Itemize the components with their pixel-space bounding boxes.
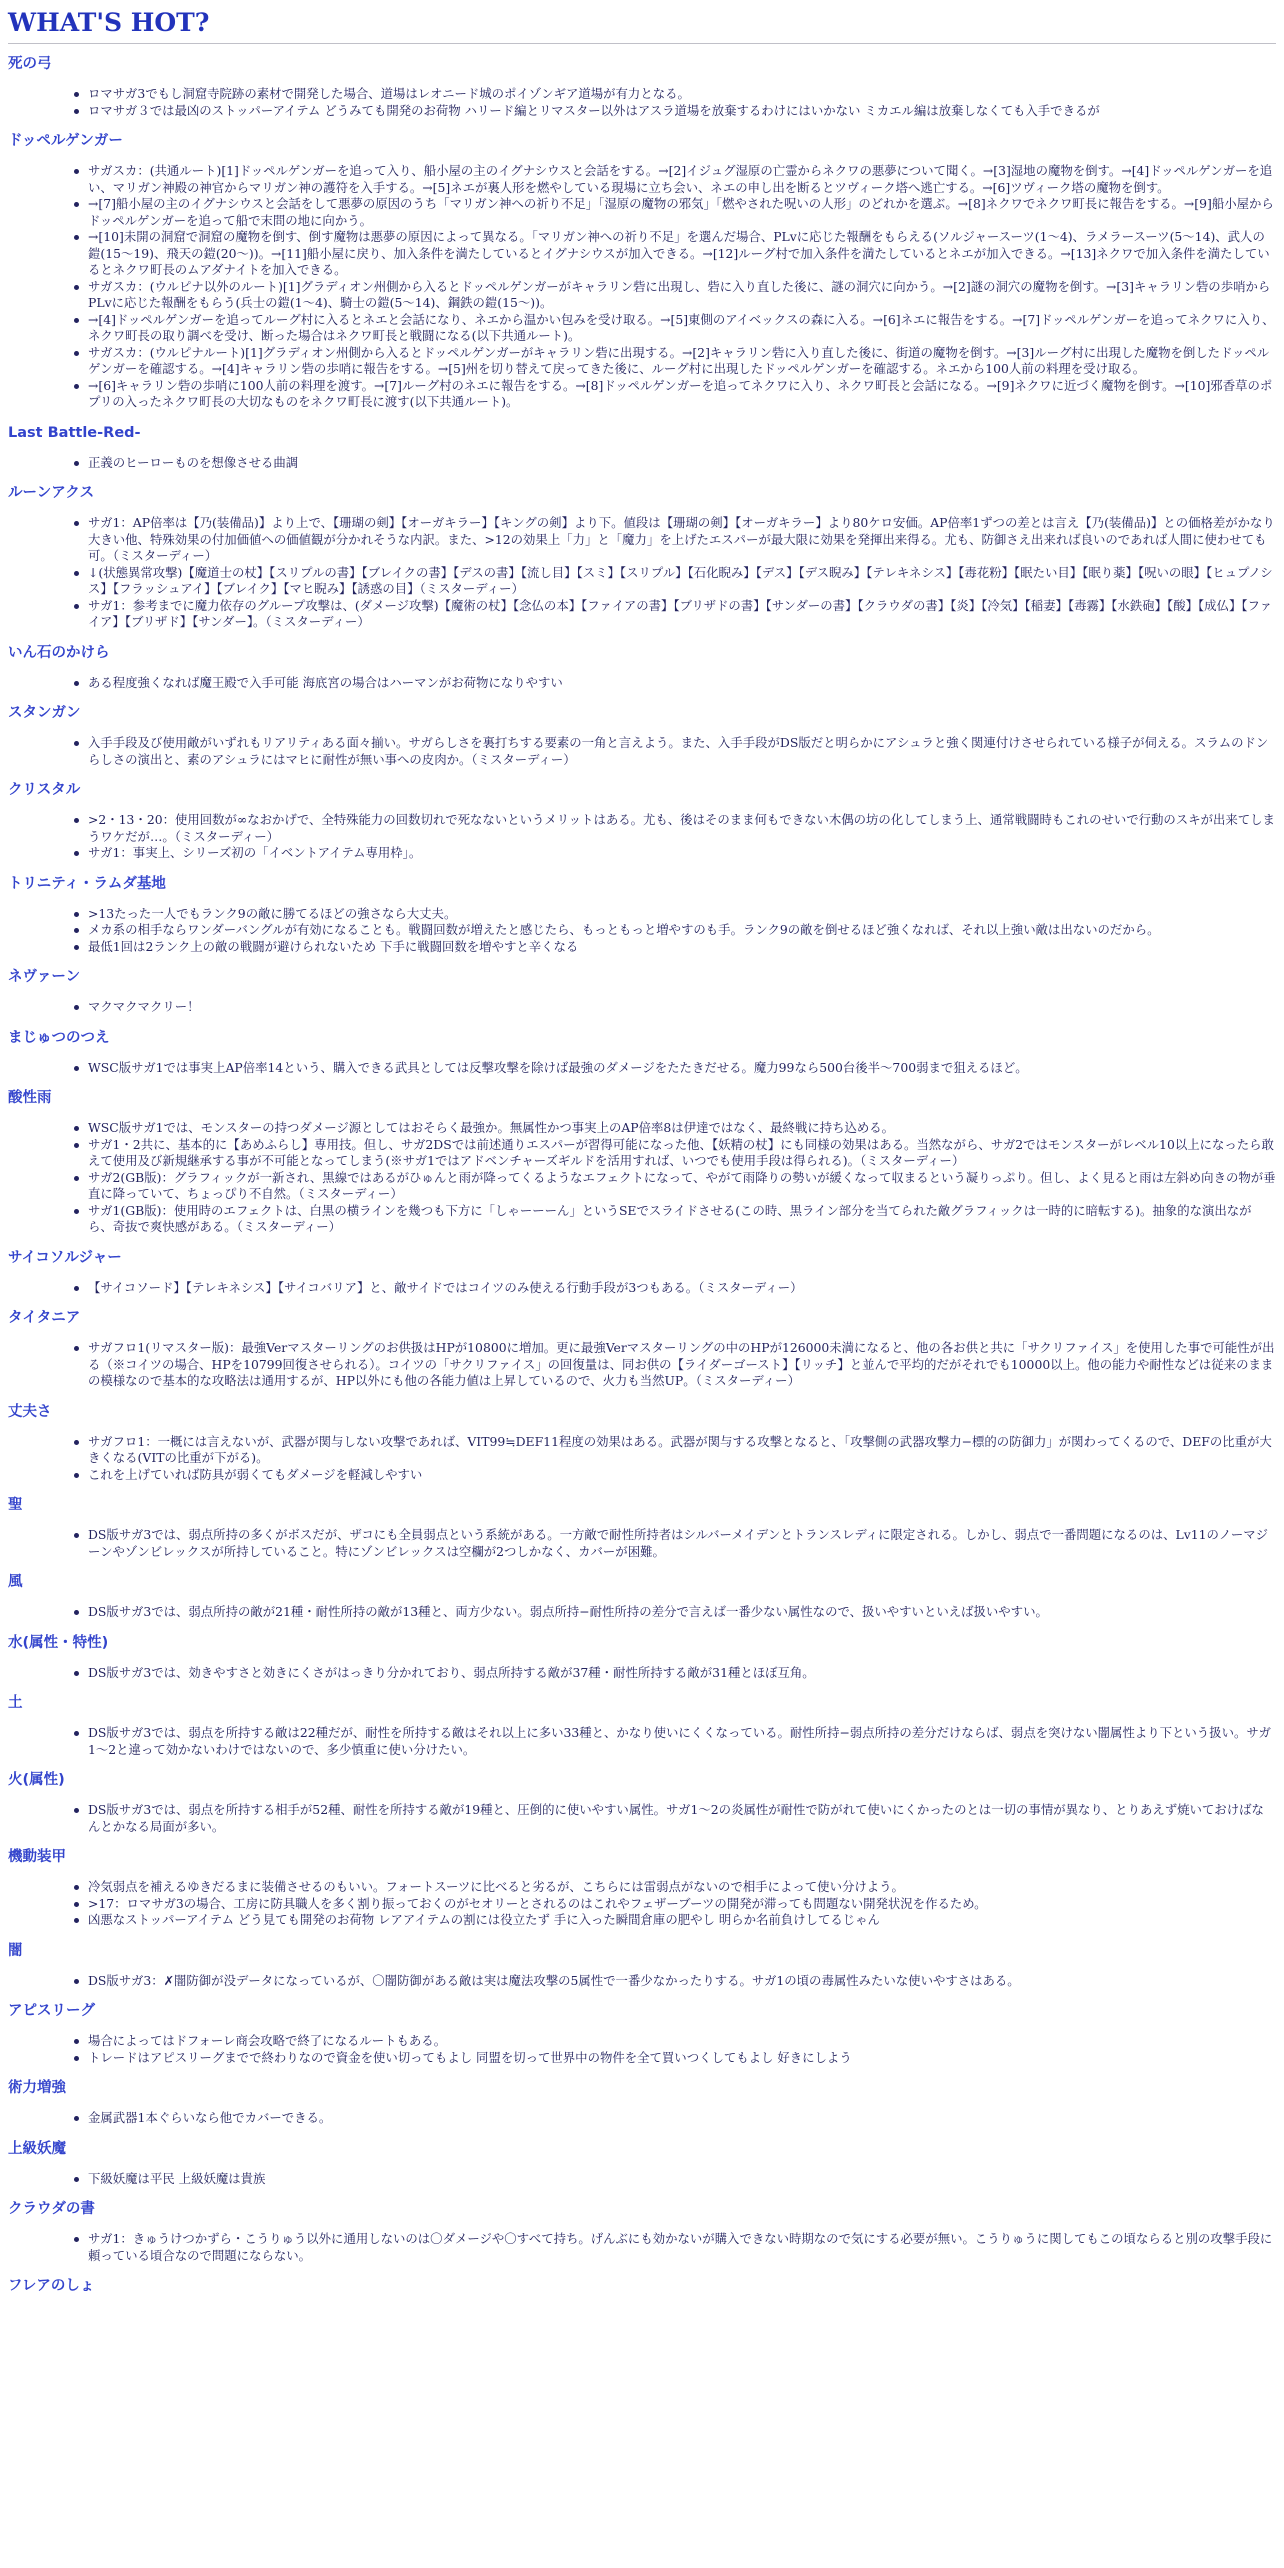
list-item: →[7]船小屋の主のイグナシウスと会話をして悪夢の原因のうち「マリガン神への祈り不足」「湿原の魔物の邪気」「燃やされた呪いの人形」のどれかを選ぶ。→[8]ネクワでネクワ町長に報告をする。→[9]船小屋からドッペルゲンガーを追って船で末問の地に向かう。: [88, 196, 1276, 229]
list-item: >13たった一人でもランク9の敵に勝てるほどの強さなら大丈夫。: [88, 906, 1276, 923]
list-item: 入手手段及び使用敵がいずれもリアリティある面々揃い。サガらしさを裏打ちする要素の一角と言えよう。また、入手手段がDS版だと明らかにアシュラと強く関連付けさせられている様子が伺える。スラムのドンらしさの演出と、素のアシュラにはマヒに耐性が無い事への皮肉か。（ミスターディー）: [88, 735, 1276, 768]
list-item: サガ1：事実上、シリーズ初の「イベントアイテム専用枠」。: [88, 845, 1276, 862]
list-item: DS版サガ3では、弱点を所持する敵は22種だが、耐性を所持する敵はそれ以上に多い33種と、かなり使いにくくなっている。耐性所持−弱点所持の差分だけならば、弱点を突けない闇属性より下という扱い。サガ1～2と違って効かないわけではないので、多少慎重に使い分けたい。: [88, 1725, 1276, 1758]
entry-section: [8, 1308, 1276, 1402]
entry-section: [8, 1572, 1276, 1633]
entry-heading: ネヴァーン: [8, 969, 81, 985]
entry-heading: 聖: [8, 1497, 23, 1513]
entry-list: [8, 812, 1276, 862]
list-item: WSC版サガ1では、モンスターの持つダメージ源としてはおそらく最強か。無属性かつ事実上のAP倍率8は伊達ではなく、最終戦に持ち込める。: [88, 1120, 1276, 1137]
list-item: ↓(状態異常攻撃)【魔道士の杖】【スリプルの書】【ブレイクの書】【デスの書】【流し目】【スミ】【スリプル】【石化睨み】【デス】【デス睨み】【テレキネシス】【毒花粉】【眠たい目】【眠り薬】【呪いの眼】【ヒュプノシス】【フラッシュアイ】【ブレイク】【マヒ睨み】【誘惑の目】（ミスターディー）: [88, 565, 1276, 598]
entry-list: [8, 1434, 1276, 1484]
entry-section: [8, 780, 1276, 874]
entry-section: [8, 1693, 1276, 1770]
entry-list: [8, 86, 1276, 119]
entry-list: [8, 1120, 1276, 1236]
entry-list: [8, 1060, 1276, 1077]
entry-list: [8, 163, 1276, 411]
entry-section: [8, 874, 1276, 968]
entry-section: [8, 44, 1276, 131]
entry-list: [8, 2231, 1276, 2264]
entry-list: [8, 1340, 1276, 1390]
list-item: 金属武器1本ぐらいなら他でカバーできる。: [88, 2110, 1276, 2127]
entry-section: [8, 483, 1276, 643]
entry-list: [8, 2110, 1276, 2127]
list-item: 【サイコソード】【テレキネシス】【サイコバリア】と、敵サイドではコイツのみ使える行動手段が3つもある。（ミスターディー）: [88, 1280, 1276, 1297]
entry-section: [8, 131, 1276, 423]
entry-heading: 酸性雨: [8, 1090, 52, 1106]
list-item: 場合によってはドフォーレ商会攻略で終了になるルートもある。: [88, 2033, 1276, 2050]
entry-list: [8, 1725, 1276, 1758]
entry-list: [8, 1802, 1276, 1835]
entry-section: [8, 967, 1276, 1028]
entry-section: [8, 2276, 1276, 2296]
entry-section: [8, 423, 1276, 484]
list-item: サガスカ：(ウルピナ以外のルート)[1]グラディオン州側から入るとドッペルゲンガーがキャラリン砦に出現し、砦に入り直した後に、謎の洞穴に向かう。→[2]謎の洞穴の魔物を倒す。→[3]キャラリン砦の歩哨からPLvに応じた報酬をもらう(兵士の鎧(1～4)、騎士の鎧(5～14)、鋼鉄の鎧(15～))。: [88, 279, 1276, 312]
list-item: >2・13・20：使用回数が∞なおかげで、全特殊能力の回数切れで死なないというメリットはある。尤も、後はそのまま何もできない木偶の坊の化してしまう上、通常戦闘時もこれのせいで行動のスキが出来てしまうワケだが…。（ミスターディー）: [88, 812, 1275, 844]
list-item: サガ1(GB版)：使用時のエフェクトは、白黒の横ラインを幾つも下方に「しゃーーーん」というSEでスライドさせる(この時、黒ライン部分を当てられた敵グラフィックは一時的に暗転する)。抽象的な演出ながら、奇抜で爽快感がある。（ミスターディー）: [88, 1203, 1276, 1236]
list-item: ロマサガ3でもし洞窟寺院跡の素材で開発した場合、道場はレオニード城のポイゾンギア道場が有力となる。: [88, 86, 1276, 103]
list-item: DS版サガ3では、弱点所持の敵が21種・耐性所持の敵が13種と、両方少ない。弱点所持−耐性所持の差分で言えば一番少ない属性なので、扱いやすいといえば扱いやすい。: [88, 1604, 1276, 1621]
entry-heading: まじゅつのつえ: [8, 1029, 110, 1046]
entry-heading: トリニティ・ラムダ基地: [8, 875, 166, 892]
entry-section: [8, 1847, 1276, 1941]
list-item: DS版サガ3では、弱点所持の多くがボスだが、ザコにも全員弱点という系統がある。一方敵で耐性所持者はシルバーメイデンとトランスレディに限定される。しかし、弱点で一番問題になるのは、Lv11のノーマジーンやゾンビレックスが所持していること。特にゾンビレックスは空欄が2つしかなく、カバーが困難。: [88, 1527, 1276, 1560]
list-item: 正義のヒーローものを想像させる曲調: [88, 455, 1276, 472]
entry-section: [8, 643, 1276, 704]
sections-container: [8, 44, 1276, 2296]
entry-heading: クリスタル: [8, 782, 81, 798]
entry-heading: ドッペルゲンガー: [8, 133, 123, 149]
entry-section: [8, 2199, 1276, 2276]
entry-list: [8, 1665, 1276, 1682]
entry-list: [8, 1527, 1276, 1560]
list-item: >17：ロマサガ3の場合、工房に防具職人を多く割り振っておくのがセオリーとされるのはこれやフェザーブーツの開発が滞っても問題ない開発状況を作るため。: [88, 1896, 1276, 1913]
entry-heading: クラウダの書: [8, 2201, 95, 2217]
list-item: これを上げていれば防具が弱くてもダメージを軽減しやすい: [88, 1467, 1276, 1484]
entry-list: [8, 675, 1276, 692]
list-item: ロマサガ３では最凶のストッパーアイテム どうみても開発のお荷物 ハリード編とリマスター以外はアスラ道場を放棄するわけにはいかない ミカエル編は放棄しなくても入手できるが: [88, 103, 1276, 120]
list-item: WSC版サガ1では事実上AP倍率14という、購入できる武具としては反撃攻撃を除けば最強のダメージをたたきだせる。魔力99なら500台後半～700弱まで狙えるほど。: [88, 1060, 1276, 1077]
entry-list: [8, 1280, 1276, 1297]
entry-heading: 火(属性): [8, 1772, 65, 1788]
entry-heading: アピスリーグ: [8, 2003, 95, 2019]
entry-heading: Last Battle-Red-: [8, 424, 141, 441]
list-item: DS版サガ3では、弱点を所持する相手が52種、耐性を所持する敵が19種と、圧倒的に使いやすい属性。サガ1～2の炎属性が耐性で防がれて使いにくかったのとは一切の事情が異なり、とりあえず焼いておけばなんとかなる局面が多い。: [88, 1802, 1276, 1835]
entry-section: [8, 2001, 1276, 2078]
entry-section: [8, 2078, 1276, 2139]
entry-section: [8, 1770, 1276, 1847]
entry-section: [8, 2139, 1276, 2200]
entry-heading: サイコソルジャー: [8, 1249, 122, 1266]
list-item: トレードはアピスリーグまでで終わりなので資金を使い切ってもよし 同盟を切って世界中の物件を全て買いつくしてもよし 好きにしよう: [88, 2050, 1276, 2067]
list-item: →[6]キャラリン砦の歩哨に100人前の料理を渡す。→[7]ルーグ村のネエに報告をする。→[8]ドッペルゲンガーを追ってネクワに入り、ネクワ町長と会話になる。→[9]ネクワに近づく魔物を倒す。→[10]邪香草のポプリの入ったネクワ町長の大切なものをネクワ町長に渡す(以下共通ルート)。: [88, 378, 1276, 411]
entry-heading: 風: [8, 1574, 23, 1590]
list-item: 下級妖魔は平民 上級妖魔は貴族: [88, 2171, 1276, 2188]
entry-heading: いん石のかけら: [8, 644, 110, 661]
entry-list: [8, 2033, 1276, 2066]
entry-section: [8, 1941, 1276, 2002]
list-item: DS版サガ3では、効きやすさと効きにくさがはっきり分かれており、弱点所持する敵が37種・耐性所持する敵が31種とほぼ互角。: [88, 1665, 1276, 1682]
entry-list: [8, 1879, 1276, 1929]
list-item: サガスカ：(共通ルート)[1]ドッペルゲンガーを追って入り、船小屋の主のイグナシウスと会話をする。→[2]イジュグ湿原の亡霊からネクワの悪夢について聞く。→[3]湿地の魔物を倒す。→[4]ドッペルゲンガーを追い、マリガン神殿の神官からマリガン神の護符を入手する。→[5]ネエが裏人形を燃やしている現場に立ち会い、ネエの申し出を断るとツヴィーク塔へ逃亡する。→[6]ツヴィーク塔の魔物を倒す。: [88, 163, 1276, 196]
entry-list: [8, 515, 1276, 631]
list-item: サガフロ1：一概には言えないが、武器が関与しない攻撃であれば、VIT99≒DEF11程度の効果はある。武器が関与する攻撃となると、「攻撃側の武器攻撃力−標的の防御力」が関わってくるので、DEFの比重が大きくなる(VITの比重が下がる)。: [88, 1434, 1276, 1467]
list-item: サガ1・2共に、基本的に【あめふらし】専用技。但し、サガ2DSでは前述通りエスパーが習得可能になった他、【妖精の杖】にも同様の効果はある。当然ながら、サガ2ではモンスターがレベル10以上になったら敢えて使用及び新規継承する事が不可能となってしまう(※サガ1ではアドベンチャーズギルドを活用すれば、いつでも使用手段は得られる)。（ミスターディー）: [88, 1137, 1276, 1170]
entry-list: [8, 906, 1276, 956]
entry-heading: 闇: [8, 1942, 23, 1959]
list-item: →[4]ドッペルゲンガーを追ってルーグ村に入るとネエと会話になり、ネエから温かい包みを受け取る。→[5]東側のアイベックスの森に入る。→[6]ネエに報告をする。→[7]ドッペルゲンガーを追ってネクワに入り、ネクワ町長の取り調べを受け、断った場合はネクワ町長と戦闘になる(以下共通ルート)。: [88, 311, 1275, 343]
entry-section: [8, 703, 1276, 780]
list-item: マクマクマクリー！: [88, 999, 1276, 1016]
entry-heading: 水(属性・特性): [8, 1634, 109, 1651]
list-item: ある程度強くなれば魔王殿で入手可能 海底宮の場合はハーマンがお荷物になりやすい: [88, 675, 1276, 692]
entry-section: [8, 1495, 1276, 1572]
entry-heading: 術力増強: [8, 2080, 66, 2096]
entry-heading: スタンガン: [8, 705, 81, 721]
list-item: サガ1：きゅうけつかずら・こうりゅう以外に通用しないのは〇ダメージや〇すべて持ち。げんぶにも効かないが購入できない時期なので気にする必要が無い。こうりゅうに関してもこの頃ならると別の攻撃手段に頼っている頃合なので問題にならない。: [88, 2231, 1276, 2264]
entry-heading: 土: [8, 1695, 23, 1711]
entry-section: [8, 1088, 1276, 1248]
page-title: WHAT'S HOT?: [8, 6, 1276, 44]
list-item: サガスカ：(ウルピナルート)[1]グラディオン州側から入るとドッペルゲンガーがキャラリン砦に出現する。→[2]キャラリン砦に入り直した後に、街道の魔物を倒す。→[3]ルーグ村に出現した魔物を倒したドッペルゲンガーを確認する。→[4]キャラリン砦の歩哨に報告をする。→[5]州を切り替えて戻ってきた後に、ルーグ村に出現したドッペルゲンガーを確認する。ネエから100人前の料理を受け取る。: [88, 345, 1276, 378]
list-item: 最低1回は2ランク上の敵の戦闘が避けられないため 下手に戦闘回数を増やすと辛くなる: [88, 939, 1276, 956]
entry-list: [8, 735, 1276, 768]
entry-section: [8, 1402, 1276, 1496]
list-item: サガ1：AP倍率は【乃(装備品)】より上で、【珊瑚の剣】【オーガキラー】【キングの剣】より下。値段は【珊瑚の剣】【オーガキラー】より80ケロ安価。AP倍率1ずつの差とは言え【乃(装備品)】との価格差がかなり大きい他、特殊効果の付加価値への価値観が分かれそうな内訳。また、>12の効果上「力」と「魔力」を上げたエスパーが最大限に効果を発揮出来得る。尤も、防御さえ出来れば良いのであれば人間に使わせても可。（ミスターディー）: [88, 515, 1275, 563]
entry-list: [8, 455, 1276, 472]
entry-heading: 機動装甲: [8, 1849, 66, 1865]
entry-list: [8, 999, 1276, 1016]
entry-heading: 死の弓: [8, 56, 52, 72]
entry-list: [8, 1604, 1276, 1621]
list-item: サガ1：参考までに魔力依存のグループ攻撃は、(ダメージ攻撃)【魔術の杖】【念仏の本】【ファイアの書】【ブリザドの書】【サンダーの書】【クラウダの書】【炎】【冷気】【稲妻】【毒霧】【水鉄砲】【酸】【成仏】【ファイア】【ブリザド】【サンダー】。（ミスターディー）: [88, 598, 1276, 631]
entry-section: [8, 1248, 1276, 1309]
list-item: DS版サガ3：✗闇防御が没データになっているが、〇闇防御がある敵は実は魔法攻撃の5属性で一番少なかったりする。サガ1の頃の毒属性みたいな使いやすさはある。: [88, 1973, 1276, 1990]
entry-list: [8, 2171, 1276, 2188]
entry-section: [8, 1028, 1276, 1089]
entry-section: [8, 1633, 1276, 1694]
list-item: →[10]未開の洞窟で洞窟の魔物を倒す、倒す魔物は悪夢の原因によって異なる。「マリガン神への祈り不足」を選んだ場合、PLvに応じた報酬をもらえる(ソルジャースーツ(1～4)、ラメラースーツ(5～14)、武人の鎧(15～19)、飛天の鎧(20～))。→[11]船小屋に戻り、加入条件を満たしているとイグナシウスが加入できる。→[12]ルーグ村で加入条件を満たしているとネエが加入できる。→[13]ネクワで加入条件を満たしているとネクワ町長のムアダナイトを加入できる。: [88, 229, 1276, 279]
entry-heading: フレアのしょ: [8, 2278, 95, 2294]
entry-list: [8, 1973, 1276, 1990]
entry-heading: タイタニア: [8, 1310, 81, 1326]
entry-heading: ルーンアクス: [8, 485, 95, 501]
entry-heading: 上級妖魔: [8, 2140, 66, 2157]
entry-heading: 丈夫さ: [8, 1403, 52, 1420]
list-item: メカ系の相手ならワンダーバングルが有効になることも。戦闘回数が増えたと感じたら、もっともっと増やすのも手。ランク9の敵を倒せるほど強くなれば、それ以上強い敵は出ないのだから。: [88, 922, 1276, 939]
list-item: サガフロ1(リマスター版)：最強Verマスターリングのお供扱はHPが10800に増加。更に最強Verマスターリングの中のHPが126000未満になると、他の各お供と共に「サクリファイス」を使用した事で可能性が出る（※コイツの場合、HPを10799回復させられる）。コイツの「サクリファイス」の回復量は、同お供の【ライダーゴースト】【リッチ】と並んで平均的だがそれでも10000以上。他の能力や耐性などは従来のままの模様なので基本的な攻略法は通用するが、HP以外にも他の各能力値は上昇しているので、火力も当然UP。（ミスターディー）: [88, 1340, 1275, 1388]
list-item: サガ2(GB版)：グラフィックが一新され、黒線ではあるがひゅんと雨が降ってくるようなエフェクトになって、やがて雨降りの勢いが緩くなって収まるという凝りっぷり。但し、よく見ると雨は左斜め向きの物が垂直に降っていて、ちょっぴり不自然。（ミスターディー）: [88, 1169, 1276, 1201]
list-item: 冷気弱点を補えるゆきだるまに装備させるのもいい。フォートスーツに比べると劣るが、こちらには雷弱点がないので相手によって使い分けよう。: [88, 1879, 1276, 1896]
list-item: 凶悪なストッパーアイテム どう見ても開発のお荷物 レアアイテムの割には役立たず 手に入った瞬間倉庫の肥やし 明らか名前負けしてるじゃん: [88, 1912, 1276, 1929]
